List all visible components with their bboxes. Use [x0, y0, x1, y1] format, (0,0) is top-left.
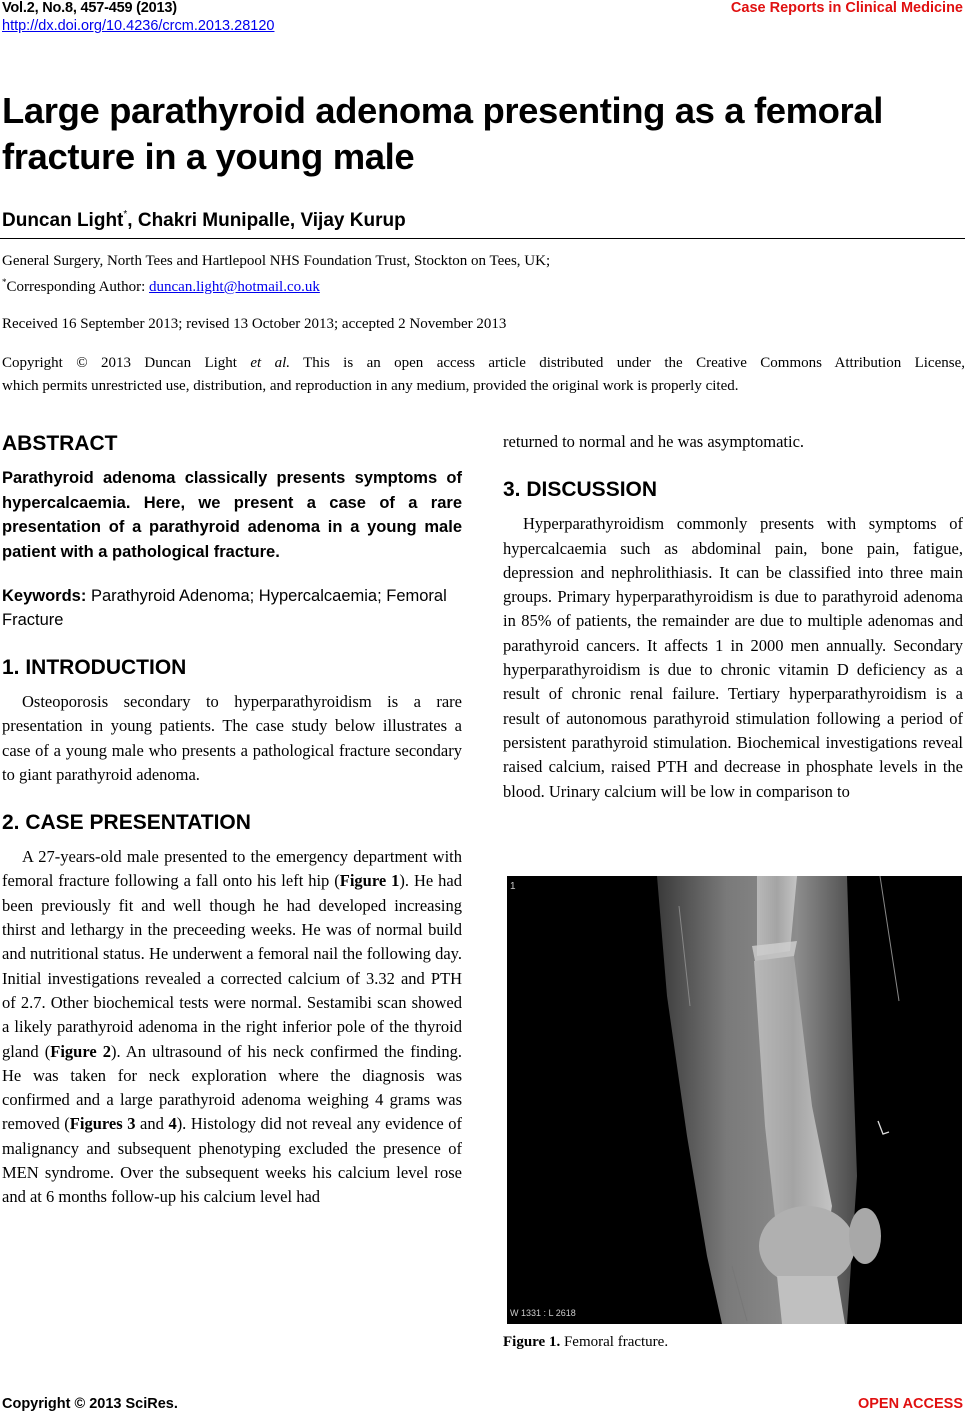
right-column — [503, 430, 963, 804]
article-title: Large parathyroid adenoma presenting as a femoral fracture in a young male — [2, 90, 883, 177]
doi-link[interactable]: http://dx.doi.org/10.4236/crcm.2013.28120 — [2, 18, 275, 34]
case-text-4: ). Histology did not reveal any evidence of malignancy and subsequent phenotyping excluded the presence of MEN syndrome. Over the subsequent weeks his calcium level rose and at 6 months follow-up his calcium level had — [2, 1114, 462, 1207]
abstract-body: Parathyroid adenoma classically presents symptoms of hypercalcaemia. Here, we present a case of a rare presentation of a parathyroid adenoma in a young male patient with a pathological fracture. — [2, 469, 462, 561]
figure-1-ref[interactable]: Figure 1 — [339, 871, 400, 891]
author-rest: , Chakri Munipalle, Vijay Kurup — [127, 210, 406, 231]
open-access-label: OPEN ACCESS — [857, 1396, 963, 1412]
figure-1-label: Figure 1. — [503, 1334, 561, 1350]
figure-3-ref[interactable]: Figures 3 — [69, 1114, 136, 1134]
header-divider — [0, 238, 965, 239]
figure-1-caption — [503, 1334, 668, 1351]
femoral-condyle — [759, 1206, 855, 1286]
corresponding-marker: * — [123, 209, 128, 220]
copyright-line-1 — [2, 352, 965, 375]
journal-volume: Vol.2, No.8, 457-459 (2013) — [2, 0, 177, 16]
keywords-label: Keywords: — [2, 587, 87, 605]
copyright-notice — [2, 352, 965, 398]
discussion-heading: 3. DISCUSSION — [503, 478, 658, 502]
footer-copyright: Copyright © 2013 SciRes. — [2, 1396, 178, 1412]
abstract-heading: ABSTRACT — [2, 432, 118, 455]
introduction-heading: 1. INTRODUCTION — [2, 656, 187, 679]
journal-name: Case Reports in Clinical Medicine — [730, 0, 963, 16]
affiliation: General Surgery, North Tees and Hartlepool NHS Foundation Trust, Stockton on Tees, UK; — [2, 253, 551, 269]
figure-1-caption-text: Femoral fracture. — [560, 1334, 669, 1350]
received-dates: Received 16 September 2013; revised 13 October 2013; accepted 2 November 2013 — [2, 316, 507, 332]
patella — [849, 1208, 881, 1264]
xray-image-number: 1 — [510, 881, 516, 892]
case-presentation-heading: 2. CASE PRESENTATION — [2, 811, 251, 835]
copyright-line-2: which permits unrestricted use, distribution, and reproduction in any medium, provided the original work is properly cited. — [2, 378, 739, 394]
figure-4-ref[interactable]: 4 — [168, 1114, 177, 1134]
author-list — [2, 209, 406, 232]
corresponding-label: Corresponding Author: — [6, 279, 149, 295]
discussion-body: Hyperparathyroidism commonly presents with symptoms of hypercalcaemia such as abdominal pain, bone pain, fatigue, depression and nephrolithiasis. It can be classified into three main groups. Primary hyperparathyroidism is due to parathyroid adenoma in 85% of patients, the remainder are due to multiple adenomas and parathyroid cancers. It affects 1 in 2000 men annually. Secondary hyperparathyroidism is due to chronic vitamin D deficiency as a result of chronic renal failure. Tertiary hyperparathyroidism is a result of autonomous parathyroid stimulation following a period of persistent parathyroid stimulation. Biochemical investigations reveal raised calcium, raised PTH and decrease in phosphate levels in the blood. Urinary calcium will be low in comparison to — [503, 514, 963, 801]
keywords-list: Parathyroid Adenoma; Hypercalcaemia; Femoral Fracture — [2, 587, 447, 629]
left-column — [2, 430, 462, 1210]
corresponding-author — [2, 271, 965, 299]
xray-window-level: W 1331 : L 2618 — [510, 1308, 576, 1318]
tibia — [777, 1276, 845, 1324]
case-text-and: and — [135, 1114, 169, 1134]
case-text-3: ). An ultrasound of his neck confirmed the finding. He was taken for neck exploration where the diagnosis was confirmed and a large parathyroid adenoma weighing 4 grams was removed ( — [2, 1041, 462, 1134]
copyright-license: This is an open access article distributed under the Creative Commons Attribution License, — [290, 355, 965, 371]
case-text-2: ). He had been previously fit and well though he had developed increasing thirst and lethargy in the preceeding weeks. He was of normal build and nutritional status. He underwent a femoral nail the following day. Initial investigations revealed a corrected calcium of 3.32 and PTH of 2.7. Other biochemical tests were normal. Sestamibi scan showed a likely parathyroid adenoma in the right inferior pole of the thyroid gland ( — [2, 871, 462, 1061]
et-al: et al. — [250, 355, 290, 371]
author-first: Duncan Light — [2, 210, 124, 231]
case-presentation-body — [2, 845, 462, 1209]
introduction-body: Osteoporosis secondary to hyperparathyroidism is a rare presentation in young patients. The case study below illustrates a case of a young male who presents a pathological fracture secondary to giant parathyroid adenoma. — [2, 692, 462, 784]
corresponding-marker: * — [2, 277, 7, 287]
figure-2-ref[interactable]: Figure 2 — [50, 1041, 111, 1061]
copyright-prefix: Copyright © 2013 Duncan Light — [2, 355, 251, 371]
figure-1-xray-image — [507, 876, 962, 1324]
author-email-link[interactable]: duncan.light@hotmail.co.uk — [149, 279, 320, 295]
case-text-1: A 27-years-old male presented to the emergency department with femoral fracture following a fall onto his left hip ( — [2, 847, 462, 891]
case-presentation-continued: returned to normal and he was asymptomatic. — [503, 432, 805, 451]
keywords — [2, 584, 462, 632]
xray-graphic — [507, 876, 962, 1324]
